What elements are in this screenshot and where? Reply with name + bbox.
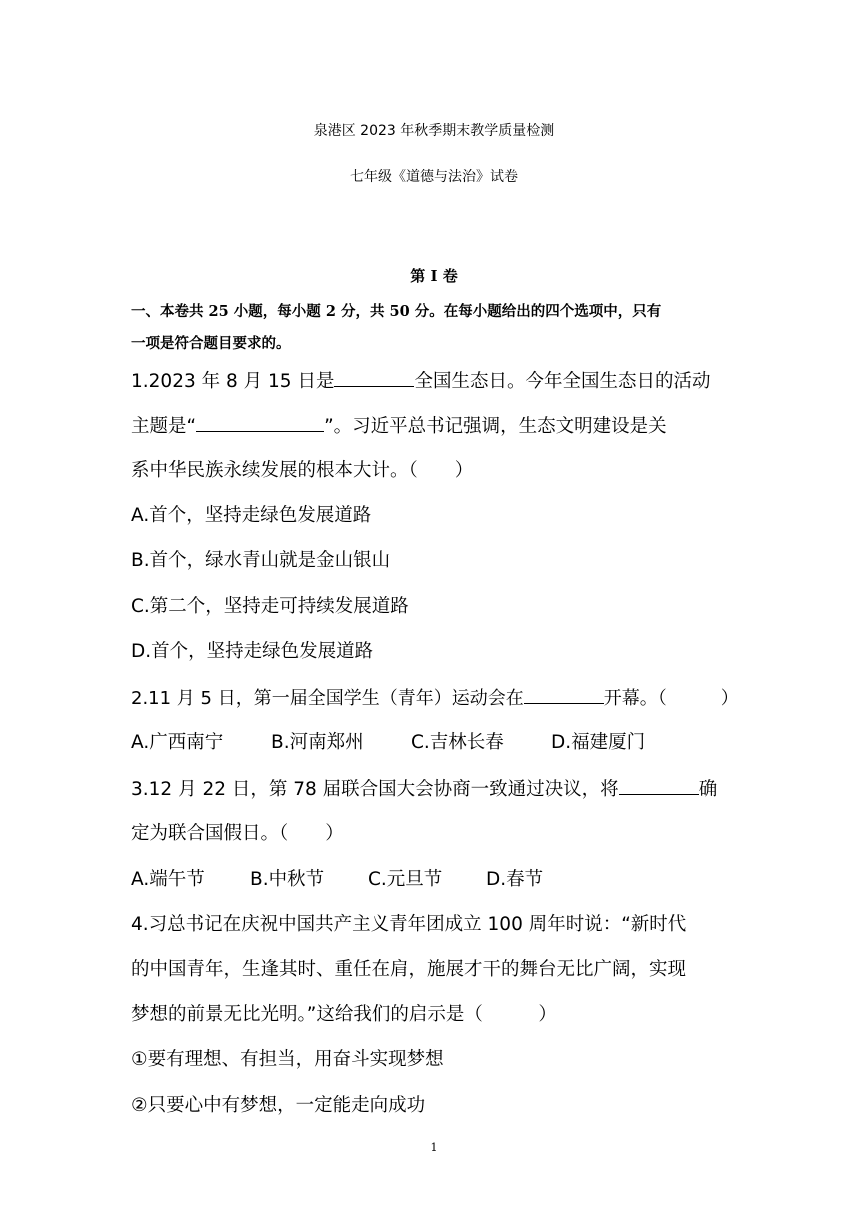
q3-stem-part1: 3.12 月 22 日，第 78 届联合国大会协商一致通过决议，将 xyxy=(131,779,619,800)
q1-option-d: D.首个，坚持走绿色发展道路 xyxy=(131,641,374,662)
q1-line3: 系中华民族永续发展的根本大计。（ ） xyxy=(131,460,474,481)
q1-blank1 xyxy=(334,368,414,387)
q4-item1: ①要有理想、有担当，用奋斗实现梦想 xyxy=(131,1049,444,1070)
q3-line1 xyxy=(131,776,717,803)
exam-title-line1: 泉港区 2023 年秋季期末教学质量检测 xyxy=(313,123,555,139)
q4-item2: ②只要心中有梦想，一定能走向成功 xyxy=(131,1095,426,1116)
q2-stem-part2: 开幕。（ ） xyxy=(603,688,739,709)
q1-stem-part2: 全国生态日。今年全国生态日的活动 xyxy=(414,371,711,392)
q2-blank xyxy=(524,685,604,704)
q3-option-b: B.中秋节 xyxy=(250,869,325,890)
q3-option-c: C.元旦节 xyxy=(368,869,443,890)
q4-line1: 4.习总书记在庆祝中国共产主义青年团成立 100 周年时说：“新时代 xyxy=(131,914,687,935)
q3-line2: 定为联合国假日。（ ） xyxy=(131,823,344,844)
q3-option-d: D.春节 xyxy=(486,869,544,890)
q2-options xyxy=(131,730,645,756)
q2-option-d: D.福建厦门 xyxy=(551,732,646,753)
q1-line2 xyxy=(131,413,667,440)
q1-option-c: C.第二个，坚持走可持续发展道路 xyxy=(131,596,409,617)
q3-options xyxy=(131,867,543,893)
q1-option-a: A.首个，坚持走绿色发展道路 xyxy=(131,505,372,526)
q2-option-b: B.河南郑州 xyxy=(271,732,364,753)
q1-stem-part1: 1.2023 年 8 月 15 日是 xyxy=(131,371,335,392)
q3-blank xyxy=(619,776,699,795)
section-instruction-line1: 一、本卷共 25 小题，每小题 2 分，共 50 分。在每小题给出的四个选项中，只有 xyxy=(131,303,662,320)
q3-option-a: A.端午节 xyxy=(131,869,205,890)
q2-option-a: A.广西南宁 xyxy=(131,732,224,753)
q4-line2: 的中国青年，生逢其时、重任在肩，施展才干的舞台无比广阔，实现 xyxy=(131,959,687,980)
q3-stem-part2: 确 xyxy=(698,779,718,800)
page-number: 1 xyxy=(430,1141,438,1154)
q4-line3: 梦想的前景无比光明。”这给我们的启示是（ ） xyxy=(131,1004,557,1025)
q1-stem-part3: 主题是“ xyxy=(131,416,197,437)
q2-line1 xyxy=(131,685,739,712)
q1-option-b: B.首个，绿水青山就是金山银山 xyxy=(131,550,391,571)
section-heading: 第 I 卷 xyxy=(410,267,458,285)
q1-blank2 xyxy=(196,413,324,432)
section-instruction-line2: 一项是符合题目要求的。 xyxy=(131,335,291,352)
q2-stem-part1: 2.11 月 5 日，第一届全国学生（青年）运动会在 xyxy=(131,688,524,709)
exam-title-line2: 七年级《道德与法治》试卷 xyxy=(350,169,518,185)
q2-option-c: C.吉林长春 xyxy=(411,732,504,753)
q1-stem-part4: ”。习近平总书记强调，生态文明建设是关 xyxy=(324,416,667,437)
q1-line1 xyxy=(131,368,710,395)
